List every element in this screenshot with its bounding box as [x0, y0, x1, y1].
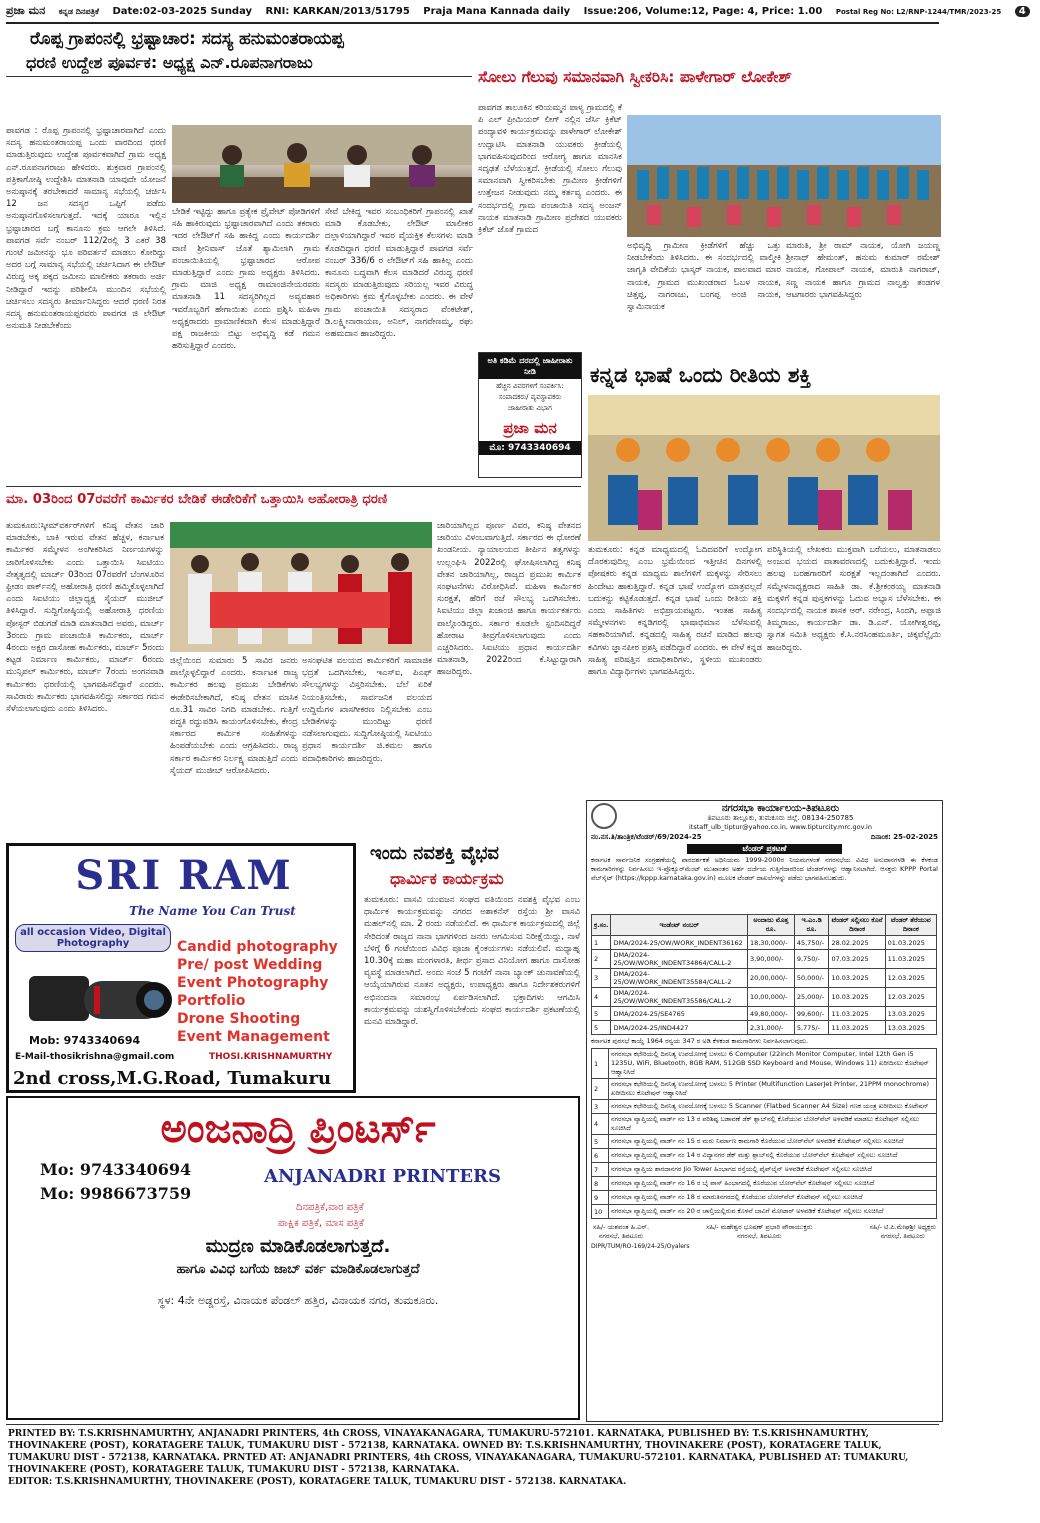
- table-cell: 11.03.2025: [885, 950, 936, 969]
- anjanadri-name-kn: ಅಂಜನಾದ್ರಿ ಪ್ರಿಂಟರ್ಸ್: [160, 1106, 436, 1152]
- table-cell: 28.02.2025: [829, 936, 885, 950]
- table-cell: 6: [592, 1149, 609, 1163]
- story2-column-2: ಅಭಿವೃದ್ಧಿ ಗ್ರಾಮೀಣ ಕ್ರೀಡೆಗಳಿಗೆ ಹೆಚ್ಚು ಒತ್ತು ನೀಡಬೇಕೆಂದು ತಿಳಿಸಿದರು. ಈ ಸಂದರ್ಭದಲ್ಲಿ ವಾಲ್ಮೀಕಿ ಜಾಗೃತಿ ವೇದಿಕೆಯ ಭಾಸ್ಕರ್ ನಾಯಕ, ಪಾಲವಾದ ಮಾರ ನಾಯಕ, ಗ್ರಾಮದ ಮುಖಂಡರಾದ ಓಬಳ ನಾಯಕ, ಚಿತ್ತಪ್ಪ, ನಾಗರಾಜು, ಬಂಗಪ್ಪ ಅಂಜಿ ನಾಯಕ, ಸ್ವಾಮಿನಾಯಕ: [627, 241, 781, 313]
- story3-column-1: ತುಮಕೂರು: ಕನ್ನಡ ಮಾಧ್ಯಮದಲ್ಲಿ ಓದಿದವರಿಗೆ ಉದ್ಯೋಗ ದೊರಕುವುದಿಲ್ಲ ಎಂಬ ಭ್ರಮೆಯಿಂದ ಇತ್ತೀಚಿನ ದಿನಗಳಲ್ಲಿ ಪೋಷಕರು ಕನ್ನಡ ಮಾಧ್ಯಮ ಶಾಲೆಗಳಿಗೆ ಮಕ್ಕಳನ್ನು ಸೇರಿಸಲು ಹಿಂದೇಟು ಹಾಕುತ್ತಿದ್ದಾರೆ. ಕನ್ನಡ ಭಾಷೆ ಉದ್ಯೋಗ ಮಾತ್ರವಲ್ಲದೆ ಬದುಕನ್ನು ಕಟ್ಟಿಕೊಡುತ್ತದೆ. ಕನ್ನಡ ಭಾಷೆ ಒಂದು ರೀತಿಯ ಶಕ್ತಿ ಎಂದು ಸಾಹಿತಿಗಳು ಅಭಿಪ್ರಾಯಪಟ್ಟರು. ಇಂತಹ ಸಾಹಿತ್ಯ ಸಮ್ಮೇಳನಗಳು ಕನ್ನಡಿಗರಲ್ಲಿ ಭಾಷಾಭಿಮಾನ ಬೆಳೆಸುವಲ್ಲಿ ಸಹಕಾರಿಯಾಗಿವೆ. ಕನ್ನಡದಲ್ಲಿ ಸಾಹಿತ್ಯ ರಚನೆ ಮಾಡಿದ ಹಲವು ಕವಿಗಳು ಜ್ಞಾನಪೀಠ ಪ್ರಶಸ್ತಿ ಪಡೆದಿದ್ದಾರೆ ಎಂದರು. ಈ ವೇಳೆ ಕನ್ನಡ ಸಾಹಿತ್ಯ ಪರಿಷತ್ತಿನ ಪದಾಧಿಕಾರಿಗಳು, ಸ್ಥಳೀಯ ಮುಖಂಡರು ಹಾಗೂ ವಿದ್ಯಾರ್ಥಿಗಳು ಭಾಗವಹಿಸಿದ್ದರು.: [588, 545, 762, 678]
- story5-subhead: ಧಾರ್ಮಿಕ ಕಾರ್ಯಕ್ರಮ: [390, 869, 504, 888]
- cricket-team-photo: [627, 115, 941, 237]
- anjanadri-pubs-1: ದಿನಪತ್ರಿಕೆ,ವಾರ ಪತ್ರಿಕೆ: [296, 1202, 364, 1213]
- masthead: [6, 4, 1026, 24]
- dipr-code: DIPR/TUM/RO-169/24-25/Oyalers: [591, 1243, 690, 1250]
- story4-column-2: ಜಿಲ್ಲೆಯಿಂದ ಸುಮಾರು 5 ಸಾವಿರ ಜನರು ಪಾಲ್ಗೊಳ್ಳಲಿದ್ದಾರೆ ಎಂದರು. ಕರ್ನಾಟಕ ರಾಜ್ಯ ಕಾರ್ಮಿಕರ ಹಲವು ಪ್ರಮುಖ ಬೇಡಿಕೆಗಳು ಈಡೇರಿಸಬೇಕಾಗಿದೆ, ಕನಿಷ್ಠ ವೇತನ ಮಾಸಿಕ ರೂ.31 ಸಾವಿರ ನಿಗದಿ ಮಾಡಬೇಕು. ಗುತ್ತಿಗೆ ಪದ್ಧತಿ ರದ್ದುಪಡಿಸಿ ಕಾಯಂಗೊಳಿಸಬೇಕು, ಕೇಂದ್ರ ಸರ್ಕಾರದ ಕಾರ್ಮಿಕ ಸಂಹಿತೆಗಳನ್ನು ಹಿಂಪಡೆಯಬೇಕು ಎಂದು ಆಗ್ರಹಿಸಿದರು. ರಾಜ್ಯ ಸರ್ಕಾರ ಕಾರ್ಮಿಕರ ನಿರ್ಲಕ್ಷ್ಯ ಮಾಡುತ್ತಿದೆ ಎಂದು ಸೈಯದ್ ಮುಜೀಬ್ ಆರೋಪಿಸಿದರು.: [170, 656, 298, 776]
- sriram-badge: all occasion Video, Digital Photography: [15, 924, 171, 952]
- story2-headline: ಸೋಲು ಗೆಲುವು ಸಮಾನವಾಗಿ ಸ್ವೀಕರಿಸಿ: ಪಾಳೇಗಾರ್ ಲೋಕೇಶ್: [478, 68, 792, 86]
- sriram-tagline: The Name You Can Trust: [129, 904, 296, 918]
- table-cell: 4: [592, 988, 611, 1007]
- signatory-2: ಸಹಿ/- ಮಹೇಶ್ವರ ಭೂಷಣ್ ಪ್ರಭಾರಿ ಪೌರಾಯುಕ್ತರು ನಗರಸಭೆ, ತಿಪಟೂರು: [706, 1223, 813, 1240]
- table-cell: 2: [592, 950, 611, 969]
- table-cell: DMA/2024-25/OW/WORK_INDENT35584/CALL-2: [611, 969, 748, 988]
- table-cell: 11.03.2025: [829, 1021, 885, 1035]
- divider: [6, 486, 581, 487]
- table-cell: 12.03.2025: [885, 988, 936, 1007]
- logo: ಪ್ರಜಾ ಮನ: [6, 4, 46, 17]
- table-cell: 13.03.2025: [885, 1021, 936, 1035]
- table-cell: 2,31,000/-: [747, 1021, 794, 1035]
- divider: [6, 1424, 939, 1425]
- service-item: Candid photography: [177, 939, 338, 955]
- sriram-name: SRI RAM: [75, 852, 293, 899]
- sriram-owner: THOSI.KRISHNAMURTHY: [209, 1052, 333, 1062]
- anjanadri-printers-ad: [6, 1096, 580, 1420]
- table-cell: 5,775/-: [794, 1021, 829, 1035]
- story5-headline: ಇಂದು ನವಶಕ್ತಿ ವೈಭವ: [370, 843, 499, 864]
- sriram-address: 2nd cross,M.G.Road, Tumakuru: [13, 1068, 332, 1089]
- table-cell: ನಗರಸಭಾ ವ್ಯಾಪ್ತಿಯಲ್ಲಿ ವಾರ್ಡ್ ನಂ 20 ರ ಚಾಲ್ತಿಯಲ್ಲಿರುವ ಕೊಳವೆ ಬಾವಿಗೆ ಮೋಟಾರ್ ಅಳವಡಿಕೆ ಕೊಟೇಷನ್ ಸಲ್ಲಿಸಲು ಸೂಚಿಸಿದೆ: [609, 1205, 937, 1219]
- sriram-services: [177, 938, 357, 1046]
- table-cell: 12.03.2025: [885, 969, 936, 988]
- story2-column-1: ಪಾವಗಡ ತಾಲೂಕಿನ ಕರಿಯಮ್ಮನ ಪಾಳ್ಯ ಗ್ರಾಮದಲ್ಲಿ ಕೆ ಪಿ ಎಲ್ ಪ್ರೀಮಿಯರ್ ಲೀಗ್ ನಲ್ಲಿನ ಜೆರ್ಸಿ ಕ್ರಿಕೆಟ್ ಪಂದ್ಯಾವಳಿ ಕಾರ್ಯಕ್ರಮವನ್ನು ಪಾಳೇಗಾರ್ ಲೋಕೇಶ್ ಉದ್ಘಾಟಿಸಿ ಮಾತನಾಡಿ ಯುವಕರು ಕ್ರೀಡೆಯಲ್ಲಿ ಭಾಗವಹಿಸುವುದರಿಂದ ಆರೋಗ್ಯ ಹಾಗೂ ಮಾನಸಿಕ ಸದೃಢತೆ ಬೆಳೆಯುತ್ತದೆ. ಕ್ರೀಡೆಯಲ್ಲಿ ಸೋಲು ಗೆಲುವು ಸಮಾನವಾಗಿ ಸ್ವೀಕರಿಸಬೇಕು ಗ್ರಾಮೀಣ ಕ್ರೀಡೆಗಳಿಗೆ ಉತ್ತೇಜನ ನೀಡುವುದು ನಮ್ಮ ಕರ್ತವ್ಯ ಎಂದರು. ಈ ಸಂದರ್ಭದಲ್ಲಿ ಗ್ರಾಮ ಪಂಚಾಯಿತಿ ಸದಸ್ಯ ಅಂಜನ್ ನಾಯಕ ಮಾತನಾಡಿ ಗ್ರಾಮೀಣ ಪ್ರದೇಶದ ಯುವಕರು ಕ್ರಿಕೆಟ್ ಜೊತೆ ಗ್ರಾಮದ: [478, 103, 622, 236]
- sammelana-photo: [588, 395, 940, 541]
- table-cell: 99,600/-: [794, 1007, 829, 1021]
- table-cell: ನಗರಸಭಾ ಕಛೇರಿಯಲ್ಲಿ ದಿನನಿತ್ಯ ಉಪಯೋಗಕ್ಕೆ ಬಳಸಲು 6 Computer (22inch Monitor Computer, Intel 12th Gen i5 1235U, WiFi, Bluetooth, 8GB RAM, 512GB SSD Keyboard and Mouse, Windows 11) ಖರೀದಿಸಲು ಕೊಟೇಷನ್ ಆಹ್ವಾನಿಸಿದೆ: [609, 1049, 937, 1079]
- table-cell: 45,750/-: [794, 936, 829, 950]
- table-cell: ನಗರಸಭಾ ವ್ಯಾಪ್ತಿಯಲ್ಲಿ ವಾರ್ಡ್ ನಂ 18 ರ ಮಾರುತಿನಗರದಲ್ಲಿ ಕೊರೆಯುವ ಬೋರ್‌ವೆಲ್ ಕೊಟೇಷನ್ ಸಲ್ಲಿಸಲು ಸೂಚಿಸಿದೆ: [609, 1191, 937, 1205]
- tender-office: ನಗರಸಭಾ ಕಾರ್ಯಾಲಯ-ತಿಪಟೂರು: [721, 803, 840, 814]
- signatory-3: ಸಹಿ/- ಟಿ.ಪಿ.ಮೇಘಶ್ರೀ ಅಧ್ಯಕ್ಷರು ನಗರಸಭೆ, ತಿಪಟೂರು: [869, 1223, 936, 1240]
- table-cell: 10,00,000/-: [747, 988, 794, 1007]
- anjanadri-line-1: ಮುದ್ರಣ ಮಾಡಿಕೊಡಲಾಗುತ್ತದೆ.: [205, 1236, 391, 1257]
- postal-reg: Postal Reg No: L2/RNP-1244/TMR/2023-25: [835, 8, 1002, 16]
- table-row: [592, 1114, 937, 1135]
- table-cell: 49,80,000/-: [747, 1007, 794, 1021]
- table-row: [592, 1135, 937, 1149]
- table-cell: 20,00,000/-: [747, 969, 794, 988]
- signatory-1: ಸಹಿ/- ಯಶವಂತ ಹಿ.ಎನ್. ನಗರಸಭೆ, ತಿಪಟೂರು: [593, 1223, 650, 1240]
- table-cell: ನಗರಸಭಾ ಕಛೇರಿಯಲ್ಲಿ ದಿನನಿತ್ಯ ಉಪಯೋಗಕ್ಕೆ ಬಳಸಲು 5 Scanner (Flatbed Scanner A4 Size) ಗಣಕ ಯಂತ್ರ ಖರೀದಿಸಲು ಕೊಟೇಷನ್: [609, 1100, 937, 1114]
- story3-headline: ಕನ್ನಡ ಭಾಷೆ ಒಂದು ರೀತಿಯ ಶಕ್ತಿ: [590, 363, 811, 387]
- table-cell: 25,000/-: [794, 988, 829, 1007]
- page-number: 4: [1015, 6, 1030, 17]
- tender-column-header: ಟೆಂಡರ್ ಸಲ್ಲಿಸಲು ಕೊನೆ ದಿನಾಂಕ: [829, 915, 885, 936]
- story4-column-1: ತುಮಕೂರು:ಸ್ಕೀಮ್‌ವರ್ಕರ್‌ಗಳಿಗೆ ಕನಿಷ್ಠ ವೇತನ ಜಾರಿ ಮಾಡಬೇಕು, ಬಾಕಿ ಇರುವ ವೇತನ ಹೆಚ್ಚಳ, ಕರ್ನಾಟಕ ಕಾರ್ಮಿಕರ ಸಮ್ಮೇಳನ ಅಂಗೀಕರಿಸಿದ ನಿರ್ಣಯಗಳನ್ನು ಜಾರಿಗೊಳಿಸಬೇಕು ಎಂದು ಒತ್ತಾಯಿಸಿ ಸಿಐಟಿಯು ನೇತೃತ್ವದಲ್ಲಿ ಮಾರ್ಚ್ 03ರಿಂದ 07ರವರೆಗೆ ಬೆಂಗಳೂರಿನ ಫ್ರೀಡಂ ಪಾರ್ಕ್‌ನಲ್ಲಿ ಅಹೋರಾತ್ರಿ ಧರಣಿ ಹಮ್ಮಿಕೊಳ್ಳಲಾಗಿದೆ ಎಂದು ಸಿಐಟಿಯು ಜಿಲ್ಲಾಧ್ಯಕ್ಷ ಸೈಯದ್ ಮುಜೀಬ್ ತಿಳಿಸಿದ್ದಾರೆ. ಸುದ್ದಿಗೋಷ್ಠಿಯಲ್ಲಿ ಅಹೋರಾತ್ರಿ ಧರಣಿಯ ಪೋಸ್ಟರ್ ಬಿಡುಗಡೆ ಮಾಡಿ ಮಾತನಾಡಿದ ಅವರು, ಮಾರ್ಚ್ 3ರಂದು ಗ್ರಾಮ ಪಂಚಾಯಿತಿ ಕಾರ್ಮಿಕರು, ಮಾರ್ಚ್ 4ರಂದು ಅಕ್ಷರ ದಾಸೋಹ ಕಾರ್ಮಿಕರು, ಮಾರ್ಚ್ 5ರಂದು ಕಟ್ಟಡ ನಿರ್ಮಾಣ ಕಾರ್ಮಿಕರು, ಮಾರ್ಚ್ 6ರಂದು ಮುನ್ಸಿಪಲ್ ಕಾರ್ಮಿಕರು, ಮಾರ್ಚ್ 7ರಂದು ಅಂಗನವಾಡಿ ಕಾರ್ಮಿಕರು ಧರಣಿಯಲ್ಲಿ ಭಾಗವಹಿಸಲಿದ್ದಾರೆ ಎಂದರು. ಸಾವಿರಾರು ಕಾರ್ಮಿಕರು ಭಾಗವಹಿಸಲಿದ್ದು ಸರ್ಕಾರದ ಗಮನ ಸೆಳೆಯಲಾಗುವುದು ಎಂದು ತಿಳಿಸಿದರು.: [6, 521, 164, 715]
- table-cell: 13.03.2025: [885, 1007, 936, 1021]
- story1-column-1: ಪಾವಗಡ : ರೊಪ್ಪ ಗ್ರಾಪಂನಲ್ಲಿ ಭ್ರಷ್ಟಾಚಾರವಾಗಿದೆ ಎಂದು ಸದಸ್ಯ ಹನುಮಂತರಾಯಪ್ಪ ಒಂದು ವಾರದಿಂದ ಧರಣಿ ಮಾಡುತ್ತಿರುವುದು ಉದ್ದೇಶ ಪೂರ್ವಕವಾಗಿದೆ ಗ್ರಾಮ ಅಧ್ಯಕ್ಷ ಎನ್.ರೂಪನಾಗರಾಜು ಹೇಳಿದರು. ಶುಕ್ರವಾರ ಗ್ರಾಪಂನಲ್ಲಿ ಪತ್ರಿಕಾಗೋಷ್ಠಿ ಉದ್ದೇಶಿಸಿ ಮಾತನಾಡಿ ಯಾವುದೇ ಯೋಜನೆ ಅನುಷ್ಠಾನಕ್ಕೆ ತರಬೇಕಾದರೆ ಸಾಮಾನ್ಯ ಸಭೆಯಲ್ಲಿ ಚರ್ಚಿಸಿ 12 ಜನ ಸದಸ್ಯರ ಒಪ್ಪಿಗೆ ಪಡೆದು ಅನುಷ್ಠಾನಗೊಳಿಸಲಾಗುತ್ತದೆ. ಇದಕ್ಕೆ ಯಾರೂ ಇಲ್ಲಿನ ಭ್ರಷ್ಟಾಚಾರದ ಬಗ್ಗೆ ಕಾನೂನು ಕ್ರಮ ಆಗಲೇ ತಿಳಿಸಿದೆ. ಪಾವಗಡ ಸರ್ವೆ ನಂಬರ್ 112/2ರಲ್ಲಿ 3 ಎಕರೆ 38 ಗುಂಟೆ ಜಮೀನನ್ನು ಭೂ ಪರಿವರ್ತನೆ ಮಾಡಲು ಕೋರಿದ್ದು ಅದರ ಬಗ್ಗೆ ಸಾಮಾನ್ಯ ಸಭೆಯಲ್ಲಿ ಚರ್ಚಿಸಿದಾಗ ಈ ಲೇಔಟ್ ವಿರುದ್ಧ ಅಕ್ಕ ಪಕ್ಕದ ಜಮೀನು ಮಾಲೀಕರು ತಕರಾರು ಅರ್ಜಿ ನೀಡಿದ್ದಾರೆ ಇದನ್ನು ಪರಿಶೀಲಿಸಿ ಮುಂದಿನ ಸಭೆಯಲ್ಲಿ ಚರ್ಚಿಸಲು ಸದಸ್ಯರು ತೀರ್ಮಾನಿಸಿದ್ದರು ಆದರೆ ಧರಣಿ ನಿರತ ಸದಸ್ಯ ಹನುಮಂತರಾಯಪ್ಪರವರು ಪಾವಗಡ ಜಿ ಲೇಔಟ್ ಅನುಮತಿ ನೀಡಬೇಕೆಂದು: [6, 126, 166, 332]
- table-cell: 8: [592, 1177, 609, 1191]
- table-cell: 1: [592, 1049, 609, 1079]
- story4-headline: ಮಾ. 03ರಿಂದ 07ರವರೆಗೆ ಕಾರ್ಮಿಕರ ಬೇಡಿಕೆ ಈಡೇರಿಕೆಗೆ ಒತ್ತಾಯಿಸಿ ಅಹೋರಾತ್ರಿ ಧರಣಿ: [6, 492, 388, 507]
- table-cell: 9: [592, 1191, 609, 1205]
- table-row: [592, 1205, 937, 1219]
- tender-column-header: ಇ.ಎಂ.ಡಿ ರೂ.: [794, 915, 829, 936]
- table-cell: 5: [592, 1135, 609, 1149]
- table-cell: 4: [592, 1114, 609, 1135]
- table-cell: ನಗರಸಭಾ ವ್ಯಾಪ್ತಿಯಲ್ಲಿ ವಾರ್ಡ್ ನಂ 14 ರ ವಿದ್ಯಾನಗರ ಡೆಕ್ ಮತ್ತು ಶ್ಲಾಬ್‌ನಲ್ಲಿ ಕೊರೆಯುವ ಬೋರ್‌ವೆಲ್ ಕೊಟೇಷನ್ ಸಲ್ಲಿಸಲು ಸೂಚಿಸಿದೆ: [609, 1149, 937, 1163]
- meeting-photo: [172, 125, 472, 203]
- tender-intro: ಕರ್ನಾಟಕ ಸಾರ್ವಜನಿಕ ಸಂಗ್ರಹಣೆಯಲ್ಲಿ ಪಾರದರ್ಶಕತೆ ಅಧಿನಿಯಮ 1999-2000ರ ನಿಯಮಗಳಂತೆ ನಗರಸಭೆಯ ವಿವಿಧ ಅನುದಾನಗಳಡಿ ಈ ಕೆಳಕಂಡ ಕಾಮಗಾರಿಗಳನ್ನು ನಿರ್ವಹಿಸಲು ಇ-ಪ್ರೊಕ್ಯೂರ್‌ಮೆಂಟ್ ಮುಖಾಂತರ ಅರ್ಹ ದರ್ಜೆಯ ಗುತ್ತಿಗೆದಾರರಿಂದ ಟೆಂಡರ್‌ಗಳನ್ನು ಆಹ್ವಾನಿಸಲಾಗಿದೆ. ಆಸಕ್ತರು KPPP Portal ವೆಬ್‌ಸೈಟ್ (https://kppp.karnataka.gov.in) ಮೂಲಕ ಟೆಂಡರ್ ದಾಖಲೆಗಳನ್ನು ಪಡೆದು ಭಾಗವಹಿಸಬಹುದು.: [591, 856, 938, 882]
- govt-emblem-icon: [591, 803, 617, 829]
- story1-column-2: ಬೇಡಿಕೆ ಇಟ್ಟಿದ್ದು ಹಾಗೂ ಪ್ರತ್ಯೇಕ ಪ್ರೈವೇಟ್ ಪೋಡಿಗಳಿಗೆ ಸಹಿ ಹಾಕಿರುವುದು ಭ್ರಷ್ಟಾಚಾರವಾಗಿದೆ ಎಂದು ತಕರಾರು ಇದರ ಲೇಔಟ್‌ಗೆ ಸಹಿ ಹಾಕಿದ್ದ ಎಂದು ಕಾರ್ಯದರ್ಶಿ ವಾಣಿ ಶ್ರೀನಿವಾಸ್ ಜೊತೆ ಶ್ಯಾಮಿಲಾಗಿ ಗ್ರಾಮ ಪಂಚಾಯಿತಿಯಲ್ಲಿ ಭ್ರಷ್ಟಾಚಾರದ ಆರೋಪ ಮಾಡುತ್ತಿದ್ದಾರೆ ಎಂದು ಗ್ರಾಮ ಅಧ್ಯಕ್ಷರು ತಿಳಿಸಿದರು. ಗ್ರಾಮ ಮಾಜಿ ಅಧ್ಯಕ್ಷ ರಾಮಾಂಜಿನೇಯರವರು ಮಾತನಾಡಿ 11 ಸದಸ್ಯರಿಗಿಲ್ಲದ ಅವ್ಯವಹಾರ ಇವರೊಬ್ಬರಿಗೆ ಹೇಗಾಯಿತು ಎಂದು ಪ್ರಶ್ನಿಸಿ ಮಹಿಳಾ ಅಧ್ಯಕ್ಷರಾದರು ಪ್ರಾಮಾಣಿಕವಾಗಿ ಕೆಲಸ ಮಾಡುತ್ತಿದ್ದಾರೆ ಪಕ್ಷ ರಾಜಕೀಯ ಬಿಟ್ಟು ಅಭಿವೃದ್ಧಿ ಕಡೆ ಗಮನ ಹರಿಸುತ್ತಿದ್ದಾರೆ ಎಂದರು.: [172, 207, 320, 352]
- table-cell: DMA/2024-25/IND4427: [611, 1021, 748, 1035]
- table-row: [592, 1149, 937, 1163]
- table-cell: 5: [592, 1007, 611, 1021]
- table-cell: 7: [592, 1163, 609, 1177]
- table-cell: 5: [592, 1021, 611, 1035]
- issue-info: Issue:206, Volume:12, Page: 4, Price: 1.00: [583, 6, 823, 17]
- table-cell: ನಗರಸಭಾ ವ್ಯಾಪ್ತಿಯಲ್ಲಿ ವಾರ್ಡ್ ನಂ 15 ರ ಮರು ನಿರ್ಮಾಣ ಕಾಮಗಾರಿ ಕೊರೆಯುವ ಬೋರ್‌ವೆಲ್ ಅಳವಡಿಕೆ ಕೊಟೇಷನ್ ಸಲ್ಲಿಸಲು ಸೂಚಿಸಿದೆ: [609, 1135, 937, 1149]
- story4-column-3: ಅಸಂಘಟಿತ ವಲಯದ ಕಾರ್ಮಿಕರಿಗೆ ಸಾಮಾಜಿಕ ಭದ್ರತೆ ಒದಗಿಸಬೇಕು, ಇ‌ಎಸ್‌ಐ, ಪಿ‌ಎಫ್ ಸೌಲಭ್ಯಗಳನ್ನು ವಿಸ್ತರಿಸಬೇಕು. ಬೆಲೆ ಏರಿಕೆ ನಿಯಂತ್ರಿಸಬೇಕು, ಸಾರ್ವಜನಿಕ ವಲಯದ ಉದ್ದಿಮೆಗಳ ಖಾಸಗೀಕರಣ ನಿಲ್ಲಿಸಬೇಕು ಎಂಬ ಬೇಡಿಕೆಗಳನ್ನು ಮುಂದಿಟ್ಟು ಧರಣಿ ನಡೆಸಲಾಗುವುದು. ಸುದ್ದಿಗೋಷ್ಠಿಯಲ್ಲಿ ಸಿಐಟಿಯು ಪ್ರಧಾನ ಕಾರ್ಯದರ್ಶಿ ಜಿ.ಕಮಲ ಹಾಗೂ ಪದಾಧಿಕಾರಿಗಳು ಹಾಜರಿದ್ದರು.: [302, 656, 432, 764]
- table-cell: 3: [592, 1100, 609, 1114]
- table-row: [592, 969, 937, 988]
- table-cell: ನಗರಸಭಾ ವ್ಯಾಪ್ತಿಯಲ್ಲಿ ವಾರ್ಡ್ ನಂ 13 ರ ಪರಿಶಿಷ್ಟ ಬಡಾವಣೆ ಡೆಕ್ ಶ್ಲಾಬ್‌ನಲ್ಲಿ ಕೊರೆಯುವ ಬೋರ್‌ವೆಲ್ ಅಳವಡಿಕೆ ಮಾಡಲು ಕೊಟೇಷನ್ ಸಲ್ಲಿಸಲು ಸೂಚಿಸಿದೆ: [609, 1114, 937, 1135]
- tender-contact: itstaff_ulb_tiptur@yahoo.co.in, www.tipturcity.mrc.gov.in: [689, 823, 872, 831]
- camera-icon: [19, 956, 169, 1040]
- works-intro: ಕರ್ನಾಟಕ ಪುರಸಭೆ ಕಾಯ್ದೆ 1964 ರನ್ವಯ 347 ರ ಅಡಿ ಕೆಳಕಂಡ ಕಾಮಗಾರಿಗಳು ನಿರ್ವಹಿಸಲಾಗುವುದು.: [591, 1037, 809, 1045]
- story1-subhead: ಧರಣಿ ಉದ್ದೇಶ ಪೂರ್ವಕ: ಅಧ್ಯಕ್ಷ ಎನ್.ರೂಪನಾಗರಾಜು: [26, 53, 313, 72]
- table-cell: 10: [592, 1205, 609, 1219]
- table-cell: 3: [592, 969, 611, 988]
- tender-notice: [586, 800, 943, 1422]
- table-cell: 01.03.2025: [885, 936, 936, 950]
- story2-column-3: ಮಾರುತಿ, ಶ್ರೀ ರಾಮ್ ನಾಯಕ, ಯೋಗಿ ಜಯಣ್ಣ ಶ್ರೀನಾಥ್ ಹೇಮಂತ್, ಹನುಮ ಕುಮಾರ್ ರಮೇಶ್ ನಾಯಕ, ಗೋಪಾಲ್ ನಾಯಕ, ಮಾರುತಿ ನಾಗರಾಜ್, ಸಣ್ಣ ನಾಯಕ ಹಾಗೂ ಗ್ರಾಮದ ನಾಲ್ವತ್ತು ತಂಡಗಳ ಆಟಗಾರರು ಭಾಗವಹಿಸಿದ್ದರು: [786, 241, 940, 300]
- table-row: [592, 936, 937, 950]
- table-row: [592, 950, 937, 969]
- footer-editor: EDITOR: T.S.KRISHNAMURTHY, THOVINAKERE (POST), KORATAGERE TALUK, TUMAKURU DIST - 572138. KARNATAKA.: [8, 1477, 627, 1487]
- table-cell: DMA/2024-25/SE4765: [611, 1007, 748, 1021]
- service-item: Event Photography: [177, 975, 329, 991]
- ad-phone: ಮೊ: 9743340694: [479, 441, 581, 455]
- tender-ref: ನಂ.ನಸ.ತಿ/ತಾಂತ್ರಿಕ/ಟೆಂಡರ್/69/2024-25: [591, 833, 702, 841]
- table-cell: 18,30,000/-: [747, 936, 794, 950]
- poster-release-photo: [170, 522, 432, 652]
- table-row: [592, 1021, 937, 1035]
- ad-contact-role: ಸಂಪಾದಕರು/ ವ್ಯವಸ್ಥಾಪಕರು: [498, 393, 562, 401]
- service-item: Event Management: [177, 1029, 330, 1045]
- table-cell: 3,90,000/-: [747, 950, 794, 969]
- table-cell: 2: [592, 1079, 609, 1100]
- tender-office-sub: ತಿಪಟೂರು ತಾಲ್ಲೂಕು, ತುಮಕೂರು ಜಿಲ್ಲೆ. 08134-250785: [707, 814, 854, 822]
- table-row: [592, 1177, 937, 1191]
- table-cell: DMA/2024-25/OW/WORK_INDENT34864/CALL-2: [611, 950, 748, 969]
- anjanadri-pubs-2: ಪಾಕ್ಷಿಕ ಪತ್ರಿಕೆ, ಮಾಸ ಪತ್ರಿಕೆ: [278, 1218, 364, 1229]
- tender-column-header: ಟೆಂಡರ್ ತೆರೆಯುವ ದಿನಾಂಕ: [885, 915, 936, 936]
- story1-headline: ರೊಪ್ಪ ಗ್ರಾಪಂನಲ್ಲಿ ಭ್ರಷ್ಟಾಚಾರ: ಸದಸ್ಯ ಹನುಮಂತರಾಯಪ್ಪ: [30, 29, 344, 49]
- table-cell: ನಗರಸಭಾ ವ್ಯಾಪ್ತಿಯಲ್ಲಿ ವಾರ್ಡ್ ನಂ 16 ರ ಬೈ ಪಾಸ್ ಹಿಂಭಾಗದಲ್ಲಿ ಕೊರೆಯುವ ಬೋರ್‌ವೆಲ್ ಕೊಟೇಷನ್ ಸಲ್ಲಿಸಲು ಸೂಚಿಸಿದೆ: [609, 1177, 937, 1191]
- story1-column-3: ಸೇವೆ ಬೇಕಿದ್ದ ಇವರ ಸಂಬಂಧಿಕರಿಗೆ ಗ್ರಾಪಂನಲ್ಲಿ ಖಾತೆ ಮಾಡಿ ಕೊಡಬೇಕು, ಲೇಔಟ್ ಮಾಲೀಕರ ದಲ್ಲಾಳಿಯಾಗಿದ್ದಾರೆ ಇವರ ವೈಯಕ್ತಿಕ ಕೆಲಸಗಳು ಮಾಡಿ ಕೊಡದಿದ್ದಾಗ ಧರಣಿ ಮಾಡುತ್ತಿದ್ದಾರೆ ಪಾವಗಡ ಸರ್ವೆ ನಂಬರ್ 336/6 ರ ಲೇಔಟ್‌ಗೆ ಸಹಿ ಹಾಕಿಲ್ಲ ಎಂದು ಕಾನೂನು ಬದ್ಧವಾಗಿ ಕೆಲಸ ಮಾಡಿದರೆ ವಿರುದ್ಧ ಧರಣಿ ಸದಸ್ಯರು ಮಾಡುತ್ತಿರುವುದು ಸರಿಯಲ್ಲ ಇವರ ವಿರುದ್ಧ ಅಧಿಕಾರಿಗಳು ಕ್ರಮ ಕೈಗೊಳ್ಳಬೇಕು ಎಂದರು. ಈ ವೇಳೆ ಗ್ರಾಮ ಪಂಚಾಯಿತಿ ಸದಸ್ಯರಾದ ವೆಂಕಟೇಶ್, ಡಿ.ಲಕ್ಷ್ಮೀನಾರಾಯಣ, ಅನಿಲ್, ನಾಗವೇಣಮ್ಮ, ರಘು ಅಹಮದಾನ ಹಾಜರಿದ್ದರು.: [325, 207, 473, 340]
- table-cell: 50,000/-: [794, 969, 829, 988]
- divider: [6, 76, 472, 77]
- sriram-photography-ad: [6, 843, 356, 1093]
- tender-column-header: ಇಂಡೆಂಟ್ ನಂಬರ್: [611, 915, 748, 936]
- table-row: [592, 1100, 937, 1114]
- anjanadri-address: ಸ್ಥಳ: 4ನೇ ಅಡ್ಡರಸ್ತೆ, ವಿನಾಯಕ ಪೆಂಡಲ್ ಹತ್ತಿರ, ವಿನಾಯಕ ನಗರ, ತುಮಕೂರು.: [157, 1294, 439, 1307]
- tender-date: ದಿನಾಂಕ: 25-02-2025: [870, 833, 938, 841]
- rni-number: RNI: KARKAN/2013/51795: [265, 6, 410, 17]
- anjanadri-mobile-1: Mo: 9743340694: [40, 1160, 192, 1179]
- table-cell: ನಗರಸಭಾ ವ್ಯಾಪ್ತಿಯ ಶಾರದಾನಗರ Jio Tower ಹಿಂಭಾಗದ ರಸ್ತೆಯಲ್ಲಿ ಪೈಪ್‌ಲೈನ್ ಅಳವಡಿಕೆ ಕೊಟೇಷನ್ ಸಲ್ಲಿಸಲು ಸೂಚಿಸಿದೆ: [609, 1163, 937, 1177]
- story5-body: ತುಮಕೂರು: ವಾಸವಿ ಯುವಜನ ಸಂಘದ ವತಿಯಿಂದ ನವಶಕ್ತಿ ವೈಭವ ಎಂಬ ಧಾರ್ಮಿಕ ಕಾರ್ಯಕ್ರಮವನ್ನು ನಗರದ ಅಶಾಕನೆಸ್ ರಸ್ತೆಯ ಶ್ರೀ ವಾಸವಿ ಮಹಲ್‌ನಲ್ಲಿ ಮಾ. 2 ರಂದು ನಡೆಯಲಿದೆ. ಈ ಧಾರ್ಮಿಕ ಕಾರ್ಯಕ್ರಮದಲ್ಲಿ ಜಿಲ್ಲೆ ಸೇರಿದಂತೆ ರಾಜ್ಯದ ನಾನಾ ಭಾಗಗಳಿಂದ ಜನರು ಆಗಮಿಸುವ ನಿರೀಕ್ಷೆಯಿದ್ದು, ನಾಳೆ ಬೆಳಿಗ್ಗೆ 6 ಗಂಟೆಯಿಂದ ವಿವಿಧ ಪೂಜಾ ಕೈಂಕರ್ಯಗಳು ನಡೆಯಲಿವೆ. ಮಧ್ಯಾಹ್ನ 10.30ಕ್ಕೆ ಮಹಾ ಮಂಗಳಾರತಿ, ತೀರ್ಥ ಪ್ರಸಾದ ವಿನಿಯೋಗ ಹಾಗೂ ದಾಸೋಹ ವ್ಯವಸ್ಥೆ ಮಾಡಲಾಗಿದೆ. ಅಂದು ಸಂಜೆ 5 ಗಂಟೆಗೆ ನಾನಾ ಬ್ಯಾಂಕ್ ಚುನಾವಣೆಯಲ್ಲಿ ಆಯ್ಕೆಯಾಗಿರುವ ನೂತನ ಅಧ್ಯಕ್ಷರು, ಉಪಾಧ್ಯಕ್ಷರು ಹಾಗೂ ನಿರ್ದೇಶಕರುಗಳಿಗೆ ಅಭಿನಂದನಾ ಸಮಾರಂಭ ಏರ್ಪಡಿಸಲಾಗಿದೆ. ಭಕ್ತಾದಿಗಳು ಆಗಮಿಸಿ ಕಾರ್ಯಕ್ರಮವನ್ನು ಯಶಸ್ವಿಗೊಳಿಸಬೇಕೆಂದು ಸಂಘದ ಕಾರ್ಯದರ್ಶಿ ಪ್ರಕಟಣೆಯಲ್ಲಿ ಮನವಿ ಮಾಡಿದ್ದಾರೆ.: [364, 895, 580, 1028]
- table-row: [592, 988, 937, 1007]
- anjanadri-name-en: ANJANADRI PRINTERS: [264, 1166, 502, 1187]
- table-cell: 1: [592, 936, 611, 950]
- table-cell: DMA/2024-25/OW/WORK_INDENT36162: [611, 936, 748, 950]
- service-item: Drone Shooting: [177, 1011, 301, 1027]
- footer-imprint: PRINTED BY: T.S.KRISHNAMURTHY, ANJANADRI PRINTERS, 4th CROSS, VINAYAKANAGARA, TUMAKURU-572101. KARNATAKA, PUBLISHED BY: T.S.KRISHNAMURTHY, THOVINAKERE (POST), KORATAGERE TALUK, TUMAKURU DIST - 572138, KARNATAKA. OWNED BY: T.S.KRISHNAMURTHY, THOVINAKERE (POST), KORATAGERE TALUK, TUMAKURU DIST - 572138, KARNATAKA. PRNTED AT: ANJANADRI PRINTERS, 4th CROSS, VINAYAKANAGARA, TUMAKURU-572101. KARNATAKA, PUBLISHED AT: TUMAKURU, THOVINAKERE (POST), KORATAGERE TALUK, TUMAKURU DIST - 572138, KARNATAKA.: [8, 1429, 909, 1475]
- ad-contact-line: ಹೆಚ್ಚಿನ ವಿವರಗಳಿಗೆ ಸಂಪರ್ಕಿಸಿ:: [496, 382, 564, 390]
- anjanadri-mobile-2: Mo: 9986673759: [40, 1184, 192, 1203]
- anjanadri-line-2: ಹಾಗೂ ವಿವಿಧ ಬಗೆಯ ಜಾಬ್ ವರ್ಕ ಮಾಡಿಕೊಡಲಾಗುತ್ತದೆ: [176, 1262, 420, 1277]
- service-item: Portfolio: [177, 993, 246, 1009]
- ad-title: ಅತಿ ಕಡಿಮೆ ದರದಲ್ಲಿ ಜಾಹೀರಾತು ನೀಡಿ: [479, 353, 581, 379]
- table-cell: 9,750/-: [794, 950, 829, 969]
- sriram-mobile: Mob: 9743340694: [29, 1034, 141, 1047]
- table-cell: ನಗರಸಭಾ ಕಛೇರಿಯಲ್ಲಿ ದಿನನಿತ್ಯ ಉಪಯೋಗಕ್ಕೆ ಬಳಸಲು 5 Printer (Multifunction LaserJet Printer, 21PPM monochrome) ಖರೀದಿಸಲು ಕೊಟೇಷನ್ ಆಹ್ವಾನಿಸಿದೆ: [609, 1079, 937, 1100]
- issue-date: Date:02-03-2025 Sunday: [112, 6, 253, 17]
- service-item: Pre/ post Wedding: [177, 957, 323, 973]
- paper-name: Praja Mana Kannada daily: [423, 6, 571, 17]
- story4-column-4: ಜಾರಿಯಾಗಿಲ್ಲದ ಪೂರ್ಣ ವಿವರ, ಕನಿಷ್ಠ ವೇತನದ ಜಾರಿಯು ವಿಳಂಬವಾಗುತ್ತಿದೆ. ಸರ್ಕಾರದ ಈ ಧೋರಣೆ ಖಂಡನೀಯ. ನ್ಯಾಯಾಲಯದ ತೀರ್ಪಿನ ತತ್ವಗಳನ್ನು ಉಲ್ಲಂಘಿಸಿ 2022ರಲ್ಲಿ ಘೋಷಿಸಲಾಗಿದ್ದ ಕನಿಷ್ಠ ವೇತನ ಜಾರಿಯಾಗಿಲ್ಲ, ರಾಜ್ಯದ ಪ್ರಮುಖ ಕಾರ್ಮಿಕ ಸಂಘಟನೆಗಳು ವಿರೋಧಿಸಿವೆ. ಮಹಿಳಾ ಕಾರ್ಮಿಕರ ಸುರಕ್ಷತೆ, ಹೆರಿಗೆ ರಜೆ ಸೌಲಭ್ಯ ಒದಗಿಸಬೇಕು. ಸಿಐಟಿಯು ಜಿಲ್ಲಾ ಖಜಾಂಚಿ ಹಾಗೂ ಕಾರ್ಯಕರ್ತರು ಪಾಲ್ಗೊಂಡಿದ್ದರು. ಸರ್ಕಾರ ಕೂಡಲೇ ಸ್ಪಂದಿಸದಿದ್ದರೆ ಹೋರಾಟ ತೀವ್ರಗೊಳಿಸಲಾಗುವುದು ಎಂದು ಎಚ್ಚರಿಸಿದರು. ಸಿಐಟಿಯು ಪ್ರಧಾನ ಕಾರ್ಯದರ್ಶಿ ಮಾತನಾಡಿ, 2022ರಿಂದ ಕೆ.ಸಿಟ್ಟುದ್ದಾರಾಗಿ ಹಾಜರಿದ್ದರು.: [437, 521, 581, 678]
- tender-column-header: ಅಂದಾಜು ಮೊತ್ತ ರೂ.: [747, 915, 794, 936]
- tender-table: [591, 914, 937, 1035]
- works-table: [591, 1048, 937, 1219]
- table-row: [592, 1049, 937, 1079]
- paper-subtitle: ಕನ್ನಡ ದಿನಪತ್ರಿಕೆ: [58, 7, 99, 16]
- table-row: [592, 1163, 937, 1177]
- table-cell: 07.03.2025: [829, 950, 885, 969]
- table-cell: 10.03.2025: [829, 988, 885, 1007]
- table-cell: DMA/2024-25/OW/WORK_INDENT35586/CALL-2: [611, 988, 748, 1007]
- table-cell: 11.03.2025: [829, 1007, 885, 1021]
- sriram-email: E-Mail-thosikrishna@gmail.com: [15, 1052, 175, 1062]
- advertise-with-us-ad: [478, 352, 582, 478]
- ad-contact-dept: ಜಾಹೀರಾತು ವಿಭಾಗ: [508, 404, 552, 412]
- table-row: [592, 1007, 937, 1021]
- ad-logo: ಪ್ರಜಾ ಮನ: [503, 419, 557, 437]
- story3-column-2: ಪರಿಸ್ಥಿತಿಯಲ್ಲಿ ಲೇಖಕರು ಮುಕ್ತವಾಗಿ ಬರೆಯಲು, ಮಾತನಾಡಲು ಅಂಜುವ ಭಯದ ವಾತಾವರಣದಲ್ಲಿ ಬದುಕುತ್ತಿದ್ದಾರೆ. ಇಂದು ಹಲವು ಬರಹಗಾರರಿಗೆ ಸುರಕ್ಷತೆ ಇಲ್ಲದಂತಾಗಿದೆ ಎಂದರು. ಸಮ್ಮೇಳನಾಧ್ಯಕ್ಷರಾದ ಸಾಹಿತಿ ಡಾ. ಕೆ.ಶ್ರೀಕಂಠಯ್ಯ ಮಾತನಾಡಿ ಮಕ್ಕಳಿಗೆ ಕನ್ನಡ ಪುಸ್ತಕಗಳನ್ನು ಓದುವ ಅಭ್ಯಾಸ ಬೆಳೆಸಬೇಕು. ಈ ಸಂದರ್ಭದಲ್ಲಿ ನಾಯಕ ಶಾಸಕ ಆರ್. ನರೇಂದ್ರ, ಸಿಂದಗಿ, ಅಪ್ಪಾಜಿ ತಿಮ್ಮರಾಜು, ಕಾರ್ಯದರ್ಶಿ ಡಾ. ಡಿ.ಎನ್. ಯೋಗೀಶ್ವರಪ್ಪ, ಸ್ವಾಗತ ಸಮಿತಿ ಅಧ್ಯಕ್ಷರು ಕೆ.ಸಿ.ನರಸಿಂಹಮೂರ್ತಿ, ಚಿಕ್ಕವೆಲ್ಲೈಯಿ ಹಾಜರಿದ್ದರು.: [767, 545, 941, 653]
- tender-notice-title: ಟೆಂಡರ್ ಪ್ರಕಟಣೆ: [687, 844, 842, 854]
- table-row: [592, 1079, 937, 1100]
- table-cell: 10.03.2025: [829, 969, 885, 988]
- tender-column-header: ಕ್ರ.ಸಂ.: [592, 915, 611, 936]
- table-row: [592, 1191, 937, 1205]
